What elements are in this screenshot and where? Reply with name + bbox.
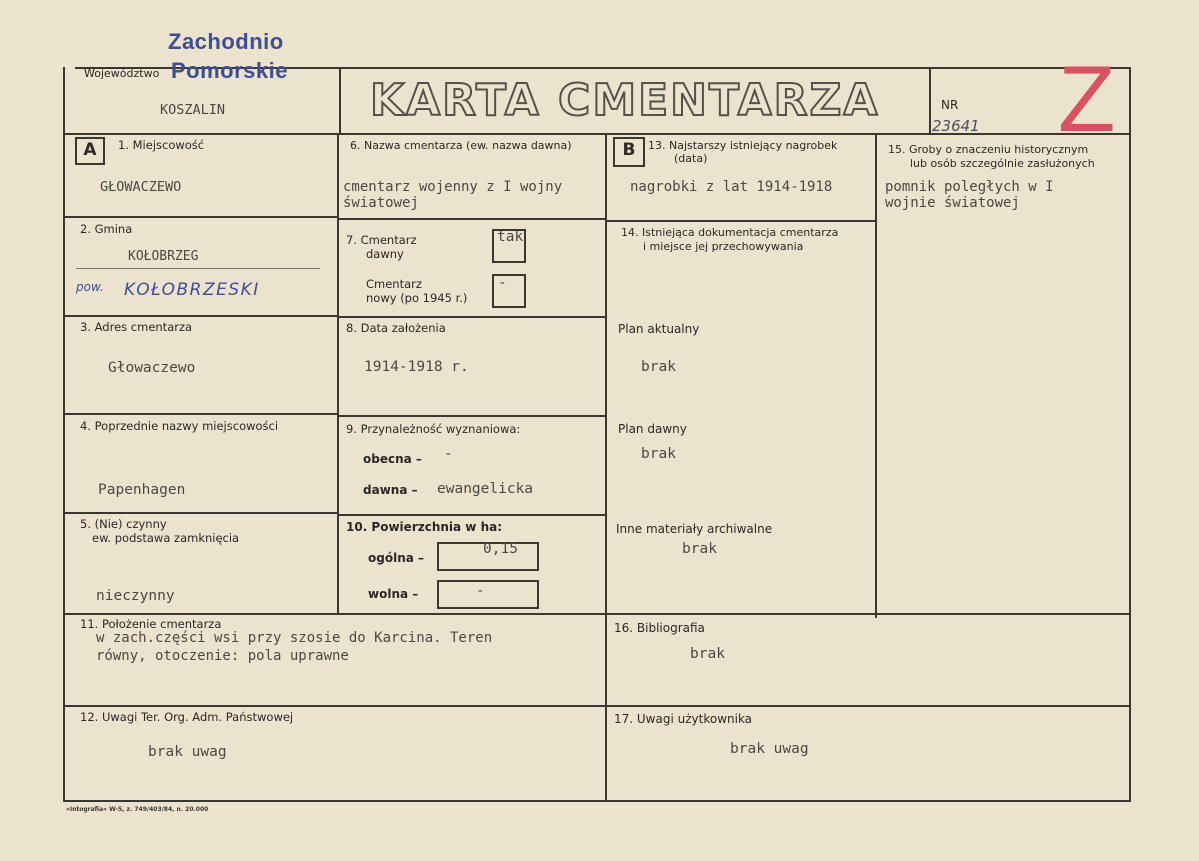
field-15-value-line1: pomnik poległych w I — [885, 179, 1054, 195]
field-11-value-line2: równy, otoczenie: pola uprawne — [96, 648, 349, 664]
field-15-value-line2: wojnie światowej — [885, 195, 1020, 211]
c2-h2 — [337, 316, 607, 318]
field-10-total-value: 0,15 — [483, 541, 518, 557]
field-9-label: 9. Przynależność wyznaniowa: — [346, 422, 521, 436]
frame-right — [1129, 67, 1131, 802]
c1-h2 — [63, 315, 339, 317]
plan-old-label: Plan dawny — [618, 422, 687, 436]
field-17-label: 17. Uwagi użytkownika — [614, 712, 753, 726]
field-2-underline — [76, 268, 320, 269]
field-8-label: 8. Data założenia — [346, 321, 446, 335]
frame-bottom — [63, 800, 1131, 802]
field-5-label-line2: ew. podstawa zamknięcia — [92, 531, 240, 545]
printer-imprint: »Intografia« W-5, z. 749/403/84, n. 20.000 — [66, 806, 209, 813]
field-9-current-value: - — [444, 446, 453, 462]
plan-current-label: Plan aktualny — [618, 322, 700, 336]
frame-left — [63, 67, 65, 802]
header-sep-2 — [929, 67, 931, 135]
row-11-top — [63, 613, 1131, 615]
section-b-box: B — [613, 137, 645, 167]
field-2-label: 2. Gmina — [80, 222, 133, 236]
field-9-current-label: obecna – — [363, 452, 422, 466]
field-14-label-line1: 14. Istniejąca dokumentacja cmentarza — [621, 226, 839, 239]
voivodeship-label: Województwo — [84, 67, 160, 80]
nr-label: NR — [941, 98, 959, 112]
field-7-new-value: - — [498, 275, 507, 291]
field-2-hand-value: KOŁOBRZESKI — [124, 280, 260, 300]
header-sep-1 — [339, 67, 341, 135]
field-16-value: brak — [690, 646, 725, 662]
field-10-free-value: - — [476, 583, 485, 599]
field-2-hand-prefix: pow. — [76, 280, 104, 294]
c1-h3 — [63, 413, 339, 415]
card-title: KARTA CMENTARZA — [370, 75, 880, 126]
field-11-value-line1: w zach.części wsi przy szosie do Karcina. Teren — [96, 630, 493, 646]
field-1-value: GŁOWACZEWO — [100, 179, 182, 195]
field-6-value-line1: cmentarz wojenny z I wojny — [343, 179, 563, 195]
field-4-label: 4. Poprzednie nazwy miejscowości — [80, 419, 279, 433]
field-7-new-label-line1: Cmentarz — [366, 277, 422, 291]
c2-h3 — [337, 415, 607, 417]
field-10-free-label: wolna – — [368, 587, 419, 601]
field-7-old-value: tak — [497, 229, 524, 245]
region-stamp-line1: Zachodnio — [168, 29, 284, 54]
field-16-label: 16. Bibliografia — [614, 621, 705, 635]
voivodeship-value: KOSZALIN — [160, 102, 226, 118]
field-15-label-line1: 15. Groby o znaczeniu historycznym — [888, 143, 1089, 156]
field-10-free-box[interactable] — [437, 580, 539, 609]
field-7-old-label-line2: dawny — [366, 247, 404, 261]
field-3-value: Głowaczewo — [108, 360, 196, 376]
field-7-new-label-line2: nowy (po 1945 r.) — [366, 291, 468, 305]
col-sep-3 — [875, 133, 877, 618]
field-1-label: 1. Miejscowość — [118, 138, 205, 152]
section-a-box: A — [75, 137, 105, 165]
row-12-top — [63, 705, 1131, 707]
field-15-label-line2: lub osób szczególnie zasłużonych — [910, 157, 1095, 170]
region-stamp-line2: Pomorskie — [171, 58, 288, 83]
field-17-value: brak uwag — [730, 741, 809, 757]
field-12-label: 12. Uwagi Ter. Org. Adm. Państwowej — [80, 710, 294, 724]
field-13-label-line2: (data) — [674, 152, 708, 165]
field-9-former-label: dawna – — [363, 483, 418, 497]
field-10-total-label: ogólna – — [368, 551, 425, 565]
field-14-label-line2: i miejsce jej przechowywania — [643, 240, 804, 253]
field-10-label: 10. Powierzchnia w ha: — [346, 520, 503, 534]
col-sep-1 — [337, 133, 339, 614]
red-mark: Z — [1058, 46, 1116, 151]
field-5-label-line1: 5. (Nie) czynny — [80, 517, 167, 531]
field-6-label: 6. Nazwa cmentarza (ew. nazwa dawna) — [350, 139, 572, 152]
field-3-label: 3. Adres cmentarza — [80, 320, 193, 334]
c1-h4 — [63, 512, 339, 514]
c3-h1 — [605, 220, 877, 222]
field-6-value-line2: światowej — [343, 195, 419, 211]
field-13-value: nagrobki z lat 1914-1918 — [630, 179, 833, 195]
field-12-value: brak uwag — [148, 744, 227, 760]
c1-h1 — [63, 216, 339, 218]
field-7-old-label-line1: 7. Cmentarz — [346, 233, 417, 247]
col-sep-2 — [605, 133, 607, 800]
field-5-value: nieczynny — [96, 588, 175, 604]
field-13-label-line1: 13. Najstarszy istniejący nagrobek — [648, 139, 838, 152]
field-2-value: KOŁOBRZEG — [128, 249, 199, 264]
other-materials-value: brak — [682, 541, 717, 557]
field-4-value: Papenhagen — [98, 482, 186, 498]
field-8-value: 1914-1918 r. — [364, 359, 469, 375]
plan-old-value: brak — [641, 446, 676, 462]
plan-current-value: brak — [641, 359, 676, 375]
field-9-former-value: ewangelicka — [437, 481, 534, 497]
field-11-label: 11. Położenie cmentarza — [80, 617, 222, 631]
c2-h4 — [337, 514, 607, 516]
nr-value: 23641 — [932, 117, 980, 135]
other-materials-label: Inne materiały archiwalne — [616, 522, 773, 536]
c2-h1 — [337, 218, 607, 220]
